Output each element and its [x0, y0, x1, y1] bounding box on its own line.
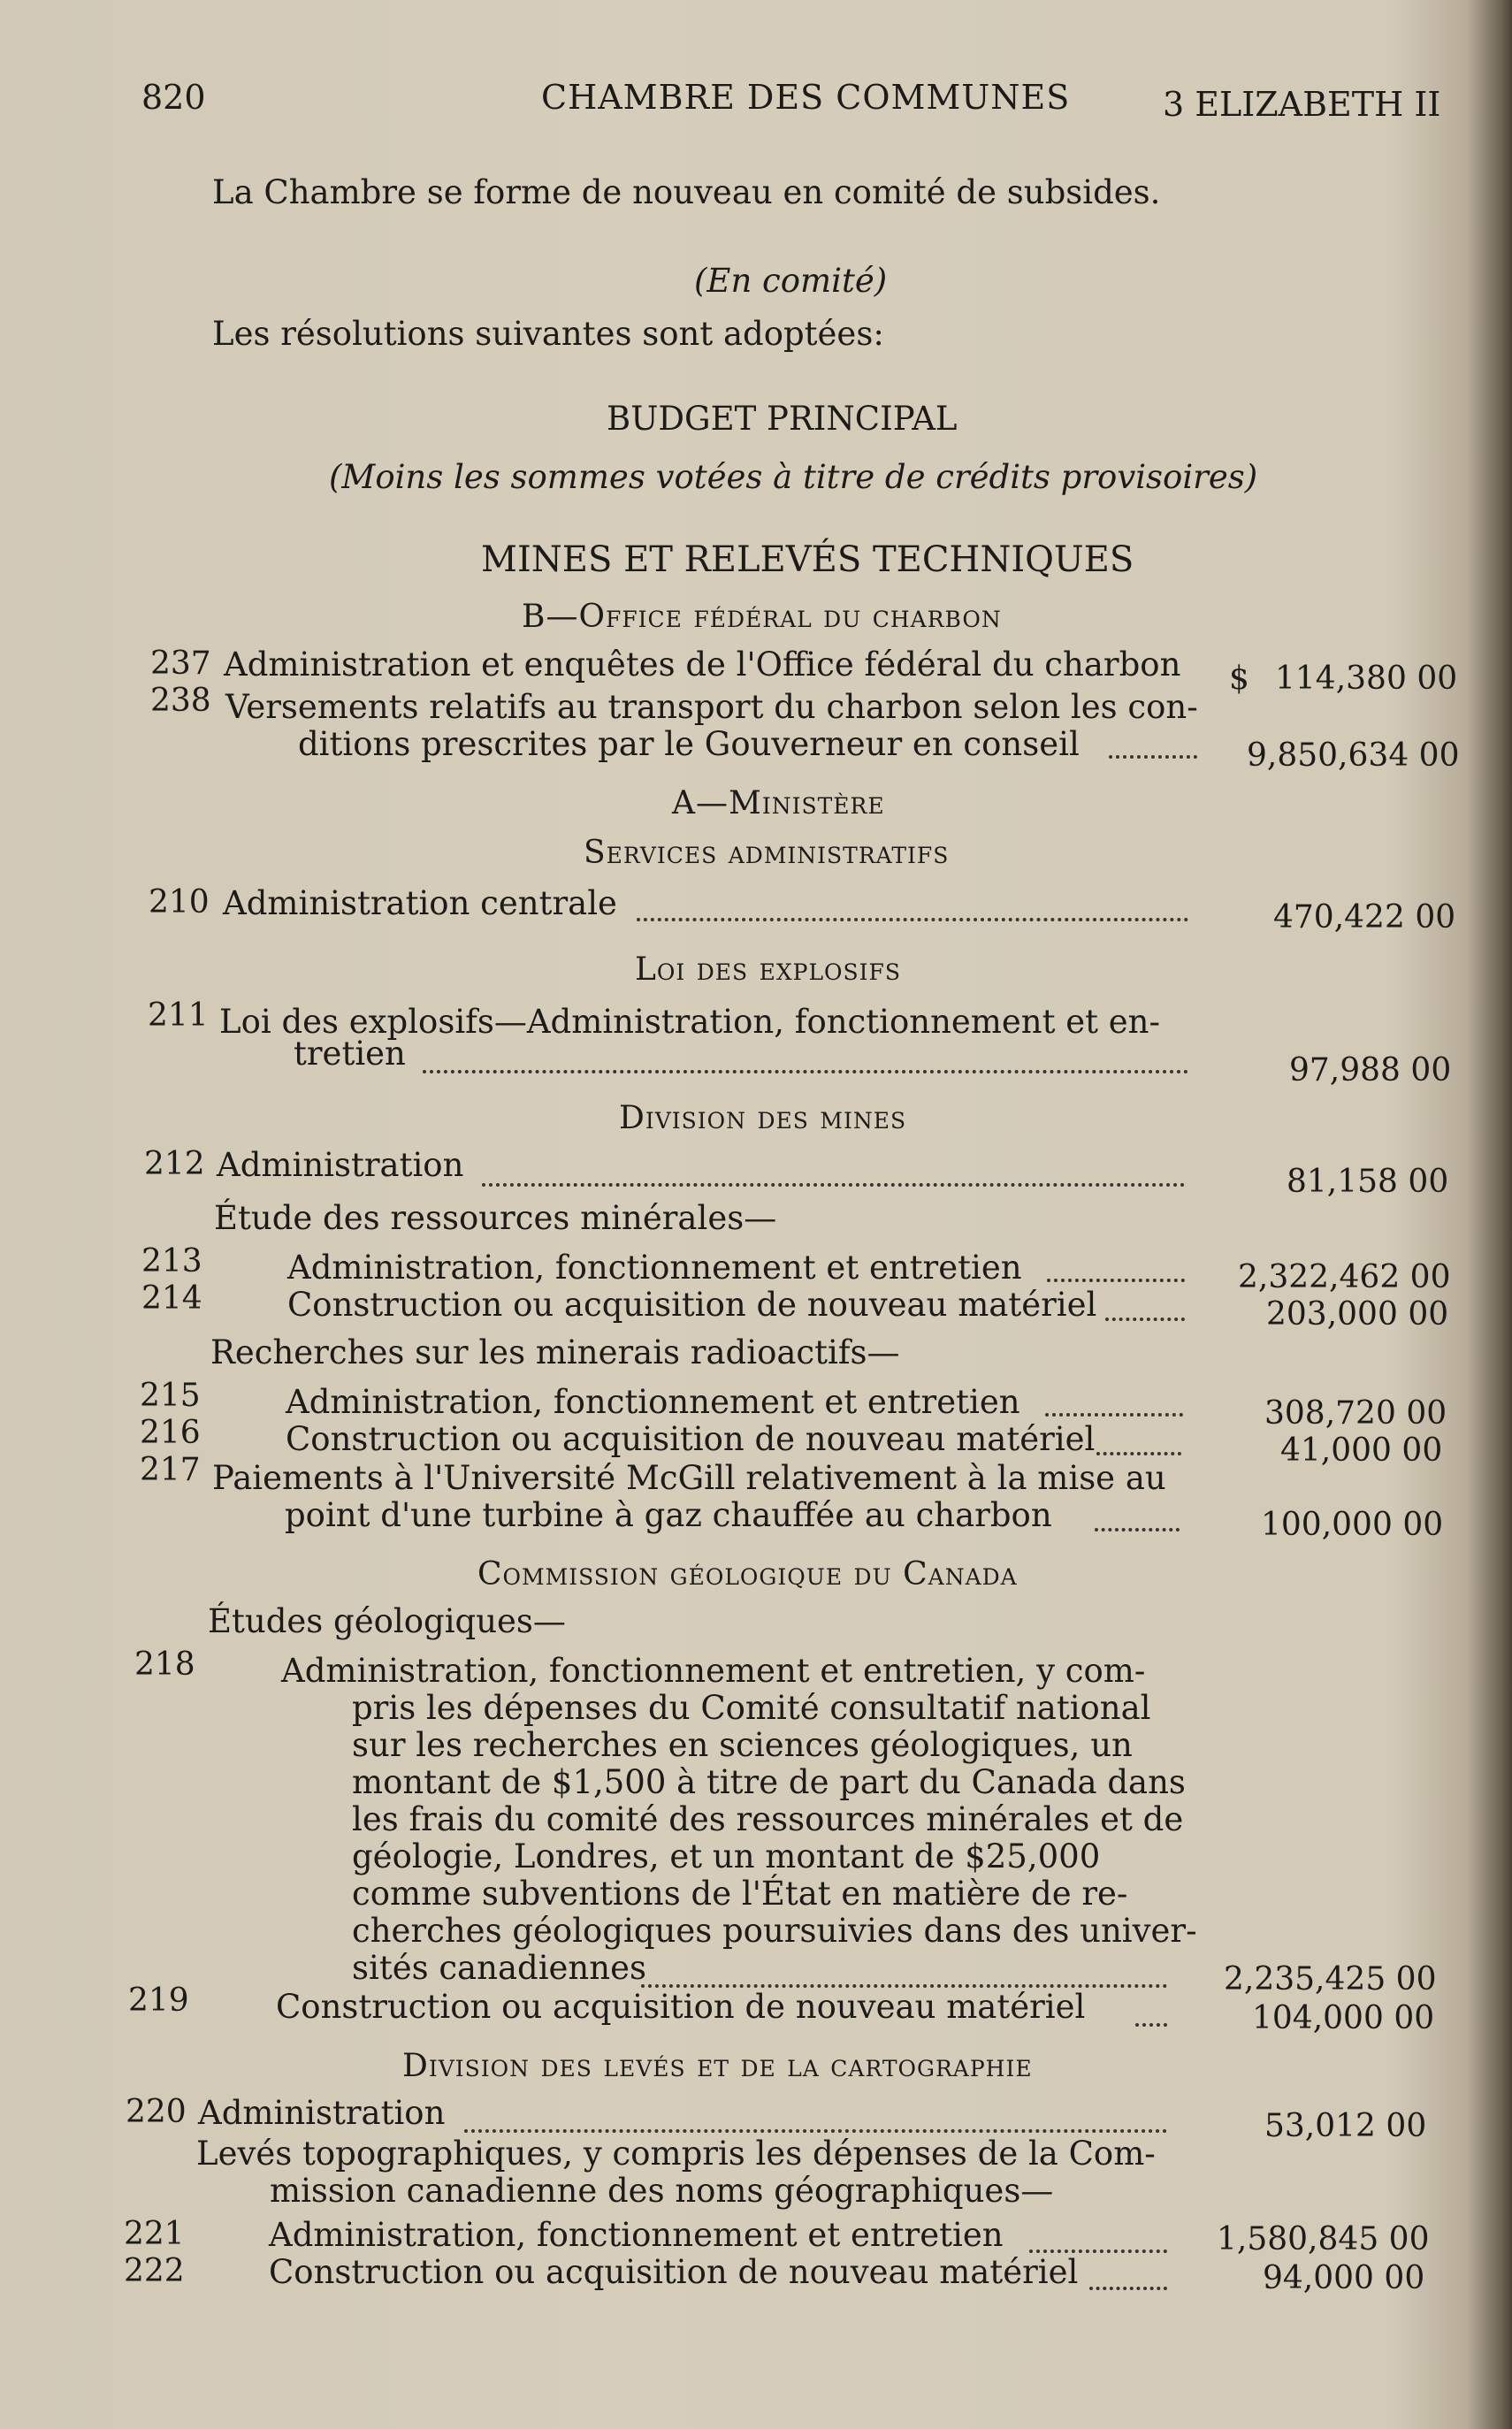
item-number: 214: [141, 1280, 202, 1317]
item-text: pris les dépenses du Comité consultatif national: [352, 1689, 1151, 1727]
item-amount: 41,000 00: [1280, 1432, 1443, 1469]
item-amount: 100,000 00: [1261, 1507, 1444, 1543]
dot-leader: [1096, 1452, 1181, 1455]
section-services-admin: Services administratifs: [584, 835, 950, 871]
item-text: Administration: [217, 1146, 464, 1184]
item-amount: 97,988 00: [1289, 1052, 1452, 1088]
item-amount: 104,000 00: [1252, 2000, 1435, 2036]
item-text: Versements relatifs au transport du charbon selon les con-: [225, 688, 1198, 726]
section-division-leves: Division des levés et de la cartographie: [402, 2048, 1033, 2084]
dot-leader: [482, 1183, 1185, 1187]
item-text: Administration: [198, 2094, 446, 2132]
dot-leader: [1045, 1413, 1183, 1417]
item-text: Construction ou acquisition de nouveau matériel: [286, 1420, 1096, 1458]
item-number: 215: [140, 1378, 201, 1414]
dot-leader: [464, 2129, 1167, 2133]
dot-leader: [1109, 755, 1197, 759]
item-amount: 470,422 00: [1273, 899, 1456, 936]
item-number: 216: [140, 1415, 201, 1451]
resolutions-line: Les résolutions suivantes sont adoptées:: [212, 315, 884, 353]
item-text: Administration et enquêtes de l'Office fédéral du charbon: [224, 645, 1181, 684]
item-text: cherches géologiques poursuivies dans des univer-: [352, 1912, 1197, 1950]
page-title: CHAMBRE DES COMMUNES: [541, 78, 1071, 117]
subheading: mission canadienne des noms géographiques—: [270, 2172, 1054, 2210]
subheading: Recherches sur les minerais radioactifs—: [210, 1333, 900, 1371]
item-text: sités canadiennes: [352, 1949, 646, 1987]
intro-line: La Chambre se forme de nouveau en comité de subsides.: [212, 173, 1161, 211]
item-text: Administration, fonctionnement et entretien, y com-: [281, 1652, 1146, 1690]
item-text: comme subventions de l'État en matière de re-: [352, 1875, 1128, 1913]
item-text: tretien: [294, 1035, 406, 1073]
dot-leader: [1135, 2023, 1167, 2027]
item-text: Paiements à l'Université McGill relativement à la mise au: [212, 1459, 1166, 1497]
dot-leader: [637, 918, 1188, 921]
subheading: Levés topographiques, y compris les dépenses de la Com-: [196, 2135, 1156, 2173]
item-text: Administration, fonctionnement et entretien: [286, 1383, 1020, 1421]
item-text: géologie, Londres, et un montant de $25,000: [352, 1837, 1101, 1875]
subheading: Étude des ressources minérales—: [214, 1199, 777, 1237]
section-ministere: A—Ministère: [672, 785, 885, 821]
session-label: 3 ELIZABETH II: [1163, 85, 1441, 124]
item-text: Construction ou acquisition de nouveau matériel: [276, 1988, 1086, 2026]
subheading: Études géologiques—: [208, 1602, 566, 1640]
section-office-charbon: B—Office fédéral du charbon: [522, 599, 1002, 635]
item-text: Construction ou acquisition de nouveau matériel: [269, 2253, 1079, 2291]
item-text: sur les recherches en sciences géologiques, un: [352, 1726, 1133, 1764]
item-amount: 114,380 00: [1275, 661, 1458, 697]
item-number: 212: [144, 1146, 205, 1182]
page-number: 820: [141, 78, 206, 117]
item-number: 210: [149, 884, 210, 920]
item-amount: 81,158 00: [1287, 1164, 1449, 1200]
item-number: 220: [126, 2094, 187, 2130]
item-text: Construction ou acquisition de nouveau matériel: [287, 1286, 1097, 1324]
dot-leader: [423, 1070, 1188, 1073]
item-text: ditions prescrites par le Gouverneur en conseil: [298, 725, 1080, 763]
budget-title: BUDGET PRINCIPAL: [607, 400, 958, 438]
item-number: 213: [141, 1243, 202, 1279]
section-loi-explosifs: Loi des explosifs: [635, 951, 902, 988]
item-text: Administration, fonctionnement et entretien: [269, 2216, 1004, 2254]
item-amount: 2,235,425 00: [1224, 1961, 1437, 1997]
committee-note: (En comité): [694, 262, 888, 300]
item-text: Administration centrale: [223, 884, 617, 922]
section-division-mines: Division des mines: [619, 1100, 907, 1136]
item-amount: 308,720 00: [1264, 1395, 1447, 1432]
item-number: 238: [150, 683, 211, 719]
item-number: 211: [148, 997, 209, 1034]
item-text: Loi des explosifs—Administration, fonctionnement et en-: [219, 1003, 1161, 1041]
item-amount: 53,012 00: [1264, 2108, 1427, 2144]
item-number: 237: [150, 645, 211, 682]
dot-leader: [1095, 1528, 1180, 1531]
item-text: Administration, fonctionnement et entretien: [287, 1249, 1022, 1287]
item-amount: 1,580,845 00: [1217, 2221, 1430, 2257]
item-number: 218: [134, 1646, 195, 1683]
dot-leader: [1089, 2287, 1167, 2290]
budget-subtitle: (Moins les sommes votées à titre de crédits provisoires): [329, 458, 1258, 496]
item-amount: 2,322,462 00: [1238, 1259, 1451, 1295]
dollar-sign: $: [1229, 661, 1249, 697]
item-number: 217: [140, 1452, 201, 1488]
item-number: 221: [124, 2216, 185, 2252]
dot-leader: [1105, 1318, 1185, 1321]
department-title: MINES ET RELEVÉS TECHNIQUES: [481, 539, 1134, 580]
section-commission-geologique: Commission géologique du Canada: [477, 1556, 1018, 1593]
item-number: 219: [128, 1982, 189, 2019]
item-amount: 94,000 00: [1263, 2260, 1425, 2296]
item-text: montant de $1,500 à titre de part du Canada dans: [352, 1763, 1186, 1801]
dot-leader: [1047, 1279, 1185, 1282]
item-text: les frais du comité des ressources minérales et de: [352, 1800, 1184, 1838]
item-text: point d'une turbine à gaz chauffée au charbon: [285, 1496, 1052, 1534]
item-amount: 203,000 00: [1266, 1296, 1449, 1333]
item-amount: 9,850,634 00: [1247, 737, 1460, 774]
item-number: 222: [124, 2253, 185, 2289]
